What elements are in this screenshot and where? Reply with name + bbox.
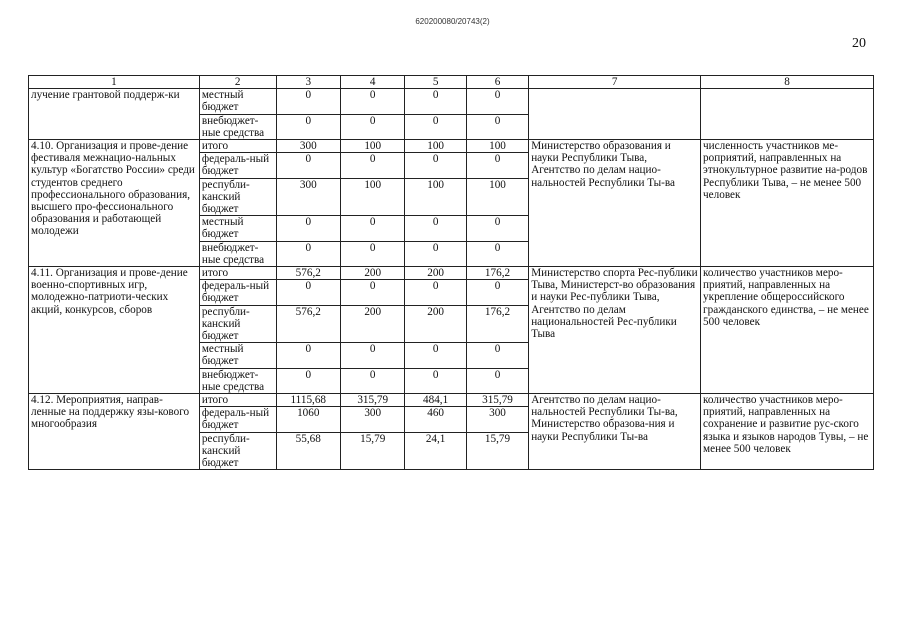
value-year-3: 176,2 [466,267,528,280]
column-header: 5 [405,76,466,89]
value-total: 0 [276,216,340,241]
value-year-3: 0 [466,280,528,305]
value-year-2: 0 [405,368,466,393]
column-header: 6 [466,76,528,89]
funding-source: местный бюджет [199,89,276,114]
value-year-3: 0 [466,114,528,139]
value-year-3: 0 [466,343,528,368]
value-year-1: 0 [340,343,404,368]
document-id: 620200080/20743(2) [415,17,490,26]
value-year-1: 0 [340,216,404,241]
value-year-2: 0 [405,153,466,178]
value-total: 1060 [276,407,340,432]
column-header: 1 [29,76,200,89]
value-year-1: 15,79 [340,432,404,470]
value-year-2: 100 [405,178,466,216]
value-year-1: 300 [340,407,404,432]
funding-source: внебюджет-ные средства [199,241,276,266]
funding-source: внебюджет-ные средства [199,368,276,393]
value-total: 0 [276,153,340,178]
value-total: 300 [276,178,340,216]
executors-cell: Агентство по делам нацио-нальностей Республики Ты-ва, Министерство образова-ния и науки Республики Ты-ва [529,394,701,470]
executors-cell [529,89,701,140]
executors-cell: Министерство образования и науки Республики Тыва, Агентство по делам нацио-нальностей Республики Ты-ва [529,140,701,267]
indicator-cell: количество участников меро-приятий, направленных на укрепление общероссийского гражданского единства, – не менее 500 человек [701,267,874,394]
value-total: 576,2 [276,267,340,280]
value-year-1: 0 [340,89,404,114]
value-year-2: 100 [405,140,466,153]
funding-source: внебюджет-ные средства [199,114,276,139]
column-header: 4 [340,76,404,89]
value-total: 0 [276,89,340,114]
value-year-3: 15,79 [466,432,528,470]
table-row [29,89,874,114]
funding-source: местный бюджет [199,343,276,368]
value-year-3: 0 [466,216,528,241]
funding-source: итого [199,267,276,280]
value-year-3: 300 [466,407,528,432]
value-year-2: 0 [405,241,466,266]
column-header: 2 [199,76,276,89]
executors-cell: Министерство спорта Рес-публики Тыва, Министерст-во образования и науки Рес-публики Тыва, Агентство по делам национальностей Рес-публики Тыва [529,267,701,394]
value-year-2: 460 [405,407,466,432]
value-year-1: 315,79 [340,394,404,407]
value-year-2: 200 [405,305,466,343]
funding-source: республи-канский бюджет [199,305,276,343]
value-total: 0 [276,343,340,368]
value-year-1: 200 [340,267,404,280]
value-total: 0 [276,241,340,266]
value-year-3: 0 [466,89,528,114]
program-table [28,75,874,470]
activity-description: лучение грантовой поддерж-ки [29,89,200,140]
value-total: 0 [276,280,340,305]
value-year-1: 0 [340,153,404,178]
value-total: 55,68 [276,432,340,470]
value-year-3: 100 [466,178,528,216]
activity-description: 4.10. Организация и прове-дение фестиваля межнацио-нальных культур «Богатство России» среди студентов среднего профессионального образования, высшего про-фессионального образования и работающей молодежи [29,140,200,267]
value-year-2: 24,1 [405,432,466,470]
value-year-3: 315,79 [466,394,528,407]
funding-source: итого [199,394,276,407]
funding-source: республи-канский бюджет [199,432,276,470]
value-total: 0 [276,114,340,139]
value-year-2: 200 [405,267,466,280]
value-year-2: 0 [405,343,466,368]
funding-source: федераль-ный бюджет [199,153,276,178]
funding-source: итого [199,140,276,153]
indicator-cell: количество участников меро-приятий, направленных на сохранение и развитие рус-ского языка и языков народов Тувы, – не менее 500 человек [701,394,874,470]
value-year-1: 100 [340,140,404,153]
value-year-1: 100 [340,178,404,216]
indicator-cell [701,89,874,140]
value-year-3: 0 [466,241,528,266]
value-year-2: 0 [405,216,466,241]
value-total: 1115,68 [276,394,340,407]
value-year-1: 200 [340,305,404,343]
value-year-1: 0 [340,280,404,305]
value-year-1: 0 [340,114,404,139]
value-year-2: 0 [405,114,466,139]
value-year-3: 0 [466,153,528,178]
table-row [29,140,874,153]
funding-source: республи-канский бюджет [199,178,276,216]
value-year-2: 484,1 [405,394,466,407]
value-year-2: 0 [405,280,466,305]
page-number: 20 [852,36,866,51]
value-year-2: 0 [405,89,466,114]
funding-source: федераль-ный бюджет [199,407,276,432]
indicator-cell: численность участников ме-роприятий, направленных на этнокультурное развитие на-родов Республики Тыва, – не менее 500 человек [701,140,874,267]
value-total: 0 [276,368,340,393]
value-year-3: 176,2 [466,305,528,343]
value-year-3: 0 [466,368,528,393]
column-header: 3 [276,76,340,89]
activity-description: 4.12. Мероприятия, направ-ленные на поддержку язы-кового многообразия [29,394,200,470]
column-header: 8 [701,76,874,89]
activity-description: 4.11. Организация и прове-дение военно-спортивных игр, молодежно-патриоти-ческих акций, конкурсов, сборов [29,267,200,394]
value-total: 576,2 [276,305,340,343]
funding-source: местный бюджет [199,216,276,241]
value-total: 300 [276,140,340,153]
funding-source: федераль-ный бюджет [199,280,276,305]
table-row [29,394,874,407]
value-year-1: 0 [340,368,404,393]
column-number-row [29,76,874,89]
table-row [29,267,874,280]
column-header: 7 [529,76,701,89]
value-year-3: 100 [466,140,528,153]
value-year-1: 0 [340,241,404,266]
